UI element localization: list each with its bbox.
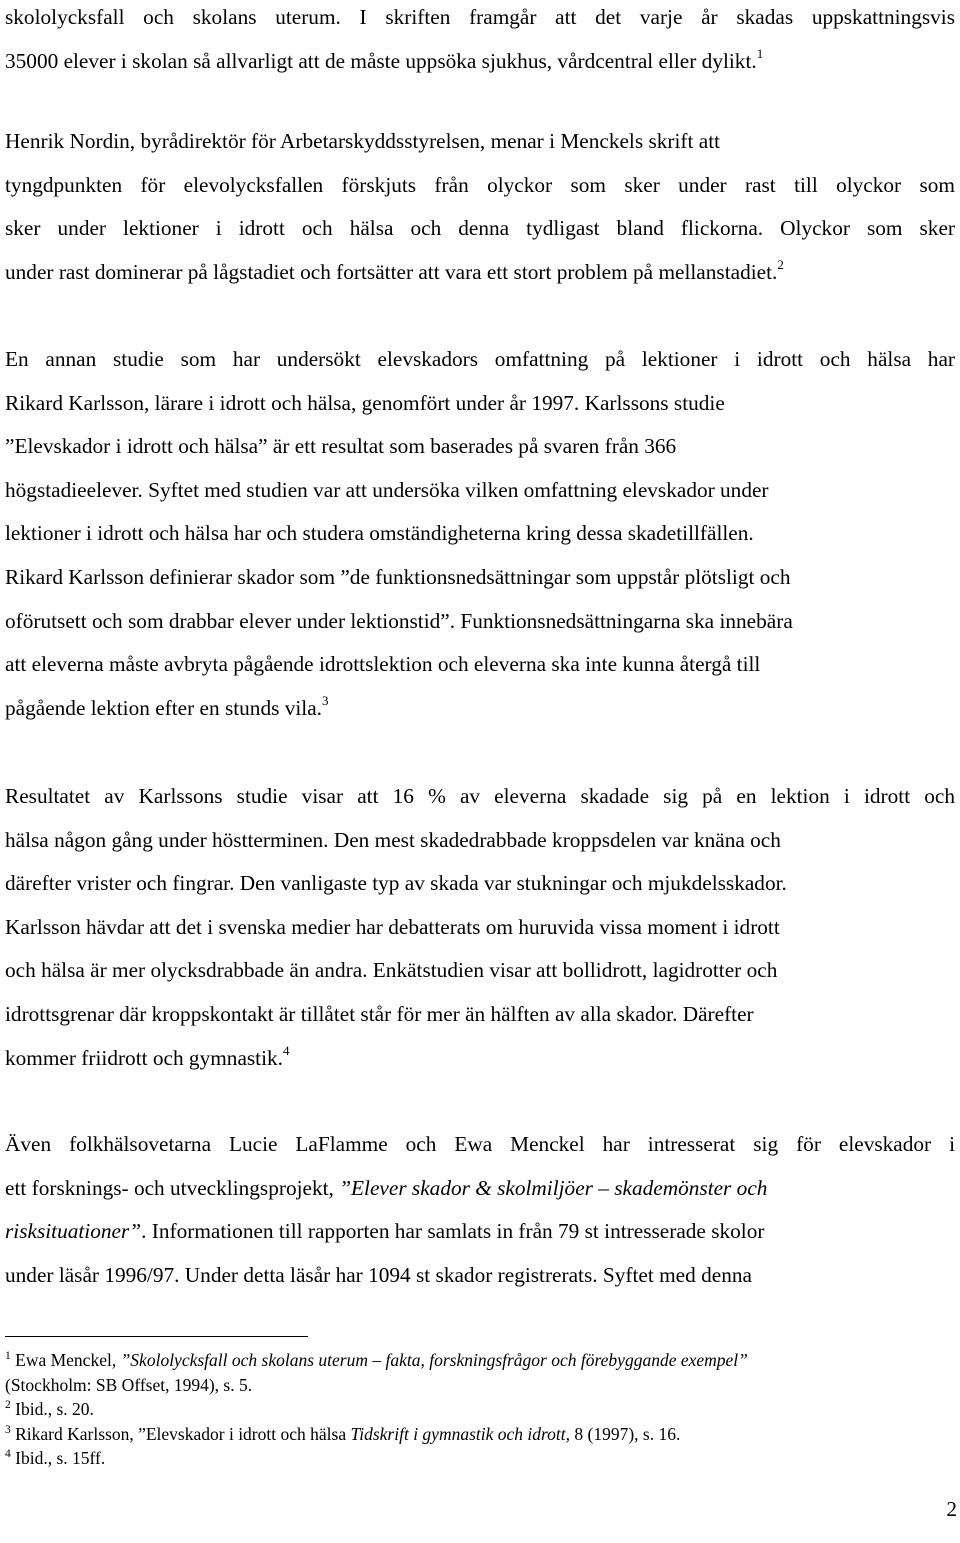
- footnotes: [5, 1348, 748, 1471]
- footnote-ref: 2: [777, 256, 784, 272]
- text-line: därefter vrister och fingrar. Den vanligaste typ av skada var stukningar och mjukdelsskador.: [5, 871, 787, 896]
- text-line: oförutsett och som drabbar elever under lektionstid”. Funktionsnedsättningarna ska innebära: [5, 608, 793, 633]
- paragraph-1: [5, 0, 955, 83]
- text-line: 35000 elever i skolan så allvarligt att de måste uppsöka sjukhus, vårdcentral eller dylikt.$^1$: [5, 45, 764, 73]
- text-line: att eleverna måste avbryta pågående idrottslektion och eleverna ska inte kunna återgå till: [5, 652, 761, 677]
- text-line: pågående lektion efter en stunds vila.$^3$: [5, 692, 329, 720]
- text-line: under läsår 1996/97. Under detta läsår har 1094 st skador registrerats. Syftet med denna: [5, 1262, 752, 1287]
- paragraph-4: [5, 775, 955, 1080]
- text-line: ett forsknings- och utvecklingsprojekt, ”Elever skador & skolmiljöer – skademönster och: [5, 1175, 768, 1200]
- footnote-ref: 4: [283, 1042, 290, 1058]
- text-line: ”Elevskador i idrott och hälsa” är ett resultat som baserades på svaren från 366: [5, 434, 677, 459]
- text-line: Henrik Nordin, byrådirektör för Arbetarskyddsstyrelsen, menar i Menckels skrift att: [5, 129, 721, 153]
- footnote-3: $^3$ Rikard Karlsson, ”Elevskador i idrott och hälsa Tidskrift i gymnastik och idrott, 8 (1997), s. 16.: [5, 1423, 681, 1444]
- footnote-4: $^4$ Ibid., s. 15ff.: [5, 1448, 106, 1469]
- footnote-1-continued: (Stockholm: SB Offset, 1994), s. 5.: [5, 1374, 253, 1395]
- text-line: under rast dominerar på lågstadiet och fortsätter att vara ett stort problem på mellanstadiet.$^2$: [5, 256, 784, 284]
- text-line: idrottsgrenar där kroppskontakt är tillåtet står för mer än hälften av alla skador. Därefter: [5, 1001, 754, 1026]
- footnote-separator: [5, 1336, 308, 1337]
- text-line: lektioner i idrott och hälsa har och studera omständigheterna kring dessa skadetillfällen.: [5, 521, 754, 546]
- text-line: kommer friidrott och gymnastik.$^4$: [5, 1042, 290, 1070]
- text-line: skololycksfall och skolans uterum. I skriften framgår att det varje år skadas uppskattningsvis: [5, 5, 955, 29]
- footnote-ref: 1: [756, 45, 764, 61]
- text-line: En annan studie som har undersökt elevskadors omfattning på lektioner i idrott och hälsa har: [5, 347, 955, 371]
- footnote-2: $^2$ Ibid., s. 20.: [5, 1399, 94, 1420]
- text-line: och hälsa är mer olycksdrabbade än andra. Enkätstudien visar att bollidrott, lagidrotter och: [5, 958, 778, 983]
- paragraph-2: [5, 120, 955, 294]
- paragraph-3: [5, 338, 955, 730]
- text-line: Karlsson hävdar att det i svenska medier har debatterats om huruvida vissa moment i idrott: [5, 914, 780, 939]
- text-line: Rikard Karlsson definierar skador som ”de funktionsnedsättningar som uppstår plötsligt och: [5, 564, 791, 589]
- text-line: tyngdpunkten för elevolycksfallen förskjuts från olyckor som sker under rast till olyckor som: [5, 172, 955, 197]
- project-title: risksituationer”: [5, 1219, 142, 1244]
- footnote-ref: 3: [321, 692, 329, 708]
- text-line: risksituationer”. Informationen till rapporten har samlats in från 79 st intresserade skolor: [5, 1219, 765, 1244]
- page-number: 2: [946, 1497, 957, 1521]
- footnote-1: $^1$ Ewa Menckel, ”Skololycksfall och skolans uterum – fakta, forskningsfrågor och förebyggande exempel”: [5, 1350, 748, 1370]
- text-line: sker under lektioner i idrott och hälsa och denna tydligast bland flickorna. Olyckor som sker: [5, 216, 955, 241]
- text-line: Rikard Karlsson, lärare i idrott och hälsa, genomfört under år 1997. Karlssons studie: [5, 390, 725, 415]
- text-line: Även folkhälsovetarna Lucie LaFlamme och Ewa Menckel har intresserat sig för elevskador i: [5, 1132, 955, 1156]
- text-line: hälsa någon gång under höstterminen. Den mest skadedrabbade kroppsdelen var knäna och: [5, 827, 781, 852]
- paragraph-5: [5, 1123, 955, 1297]
- text-line: högstadieelever. Syftet med studien var att undersöka vilken omfattning elevskador under: [5, 477, 769, 502]
- text-line: Resultatet av Karlssons studie visar att 16 % av eleverna skadade sig på en lektion i idrott och: [5, 784, 955, 808]
- project-title: ”Elever skador & skolmiljöer – skademönster och: [339, 1175, 768, 1200]
